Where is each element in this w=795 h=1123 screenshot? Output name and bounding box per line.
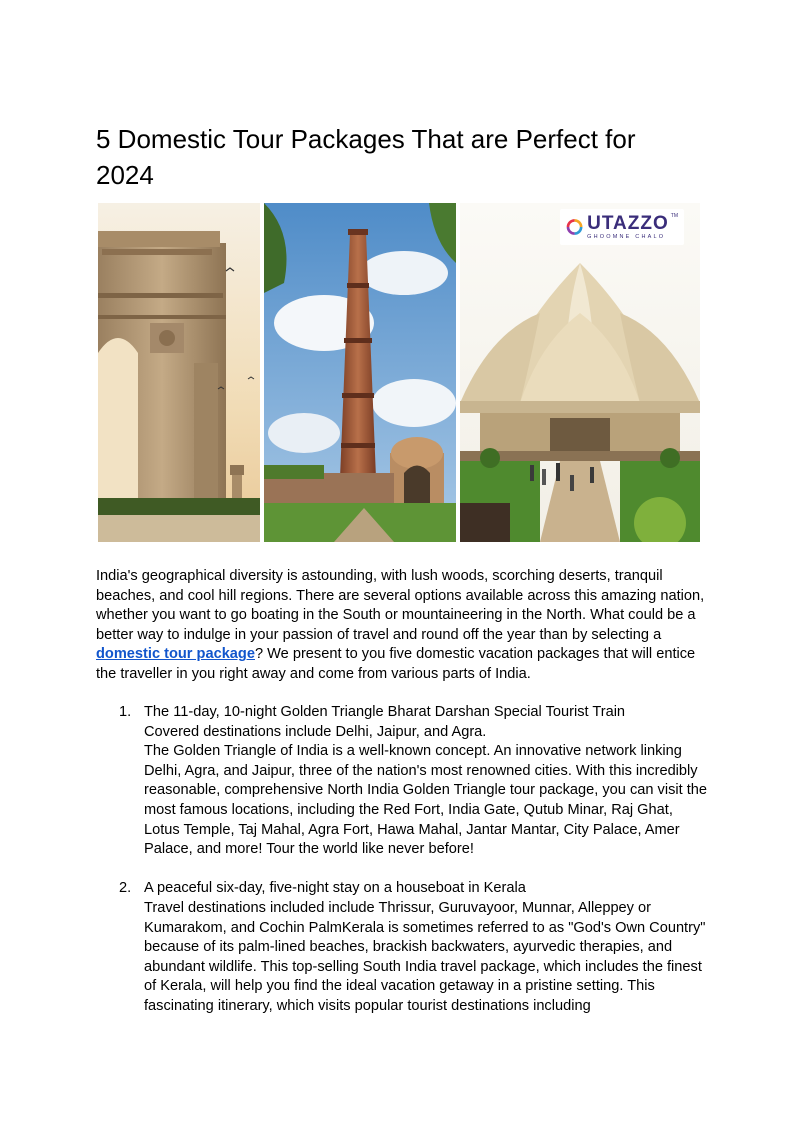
tour-package-list [96, 703, 708, 1017]
utazzo-logo-tagline: GHOOMNE CHALO [587, 233, 666, 240]
list-item-heading: A peaceful six-day, five-night stay on a houseboat in Kerala [144, 880, 526, 897]
hero-collage [98, 203, 700, 542]
page-title: 5 Domestic Tour Packages That are Perfect for 2024 [96, 124, 636, 190]
list-item [96, 879, 708, 1016]
qutub-minar-photo [264, 203, 456, 542]
lotus-temple-photo [460, 203, 700, 542]
list-item [96, 703, 708, 860]
india-gate-photo [98, 203, 260, 542]
list-item-number: 1. [119, 704, 132, 720]
utazzo-logo-text [587, 214, 669, 241]
domestic-tour-package-link[interactable]: domestic tour package [96, 646, 255, 663]
intro-text-before-link: India's geographical diversity is astounding, with lush woods, scorching deserts, tranquil beaches, and cool hill regions. There are several options available across this amazing nation, whether you want to go boating in the South or mountaineering in the North. What could be a better way to indulge in your passion of travel and round off the year than by selecting a [96, 568, 705, 643]
utazzo-logo-word: UTAZZO [587, 212, 669, 234]
list-item-subheading: Covered destinations include Delhi, Jaipur, and Agra. [144, 723, 487, 740]
utazzo-logo [560, 209, 684, 245]
list-item-heading: The 11-day, 10-night Golden Triangle Bharat Darshan Special Tourist Train [144, 704, 626, 720]
utazzo-logo-mark-icon [566, 209, 583, 245]
utazzo-logo-tm: TM [670, 213, 678, 219]
intro-text-after-link: ? We present to you five domestic vacation packages that will entice the traveller in you right away and come from various parts of India. [96, 646, 696, 682]
list-item-body: Travel destinations included include Thrissur, Guruvayoor, Munnar, Alleppey or Kumarakom, and Cochin PalmKerala is sometimes referred to as "God's Own Country" because of its palm-lined beaches, brackish backwaters, ayurvedic therapies, and abundant wildlife. This top-selling South India travel package, which includes the finest of Kerala, will help you find the ideal vacation getaway in a pristine setting. This fascinating itinerary, which visits popular tourist destinations including [144, 899, 706, 1014]
list-item-number: 2. [119, 880, 132, 897]
intro-paragraph [96, 567, 708, 685]
list-item-body: The Golden Triangle of India is a well-known concept. An innovative network linking Delhi, Agra, and Jaipur, three of the nation's most renowned cities. With this incredibly reasonable, comprehensive North India Golden Triangle tour package, you can visit the most famous locations, including the Red Fort, India Gate, Qutub Minar, Raj Ghat, Lotus Temple, Taj Mahal, Agra Fort, Hawa Mahal, Jantar Mantar, City Palace, Amer Palace, and more! Tour the world like never before! [144, 743, 707, 858]
